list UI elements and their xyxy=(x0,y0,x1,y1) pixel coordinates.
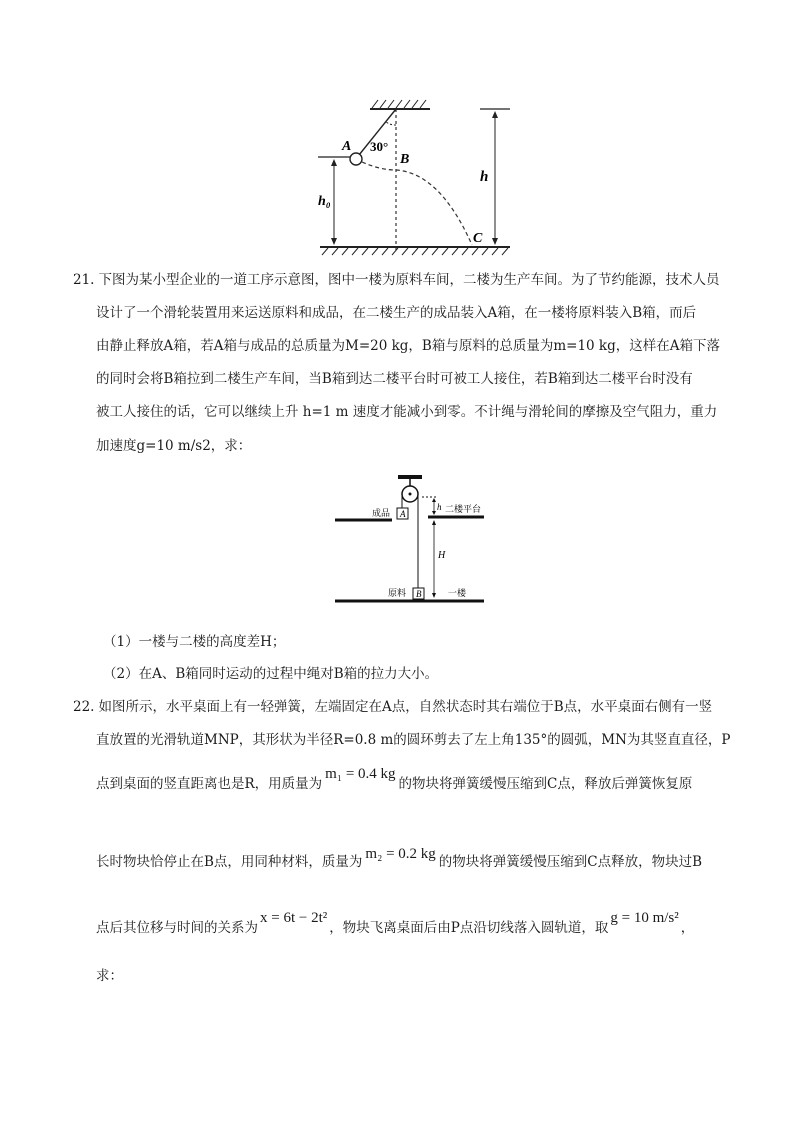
q22-line-4 xyxy=(96,846,703,872)
label-product: 成品 xyxy=(372,509,391,519)
q21-line-4: 的同时会将B箱拉到二楼生产车间，当B箱到达二楼平台时可被工人接住，若B箱到达二楼平台时没有 xyxy=(96,371,693,387)
q22-text-4b: 的物块将弹簧缓慢压缩到C点释放，物块过B xyxy=(438,854,703,870)
label-angle: 30° xyxy=(370,139,389,154)
formula-gravity: g = 10 m/s² xyxy=(610,910,679,926)
label-a: A xyxy=(342,139,352,154)
q22-text-3a: 点到桌面的竖直距离也是R，用质量为 xyxy=(96,776,323,792)
q21-line-1 xyxy=(73,270,719,290)
q22-number: 22. xyxy=(73,699,95,715)
q22-text-3b: 的物块将弹簧缓慢压缩到C点，释放后弹簧恢复原 xyxy=(398,776,693,792)
q21-number: 21. xyxy=(73,272,95,288)
q22-text-5c: ， xyxy=(680,920,695,936)
q21-line-3: 由静止释放A箱，若A箱与成品的总质量为M=20 kg，B箱与原料的总质量为m=10 kg，这样在A箱下落 xyxy=(96,338,720,354)
label-h: h xyxy=(480,169,489,185)
label-floor1: 一楼 xyxy=(448,589,467,599)
q22-line-3 xyxy=(96,766,693,794)
q22-line-6: 求： xyxy=(96,968,123,984)
pulley-figure xyxy=(330,470,490,610)
label-material: 原料 xyxy=(388,589,407,599)
label-H: H xyxy=(438,550,446,561)
label-h0: h₀ xyxy=(318,194,331,209)
q21-text-1: 下图为某小型企业的一道工序示意图，图中一楼为原料车间，二楼为生产车间。为了节约能源，技术人员 xyxy=(98,272,720,288)
q22-text-1: 如图所示，水平桌面上有一轻弹簧，左端固定在A点，自然状态时其右端位于B点，水平桌面右侧有一竖 xyxy=(98,699,713,715)
formula-motion: x = 6t − 2t² xyxy=(260,910,328,926)
q21-sub-1: （1）一楼与二楼的高度差H； xyxy=(103,634,286,650)
q22-text-4a: 长时物块恰停止在B点，用同种材料，质量为 xyxy=(96,854,363,870)
label-b: B xyxy=(400,152,410,167)
q22-text-5a: 点后其位移与时间的关系为 xyxy=(96,920,258,936)
pendulum-figure xyxy=(310,95,540,260)
formula-m2: m₂ = 0.2 kg xyxy=(365,846,436,862)
q22-line-2: 直放置的光滑轨道MNP，其形状为半径R=0.8 m的圆环剪去了左上角135°的圆弧，MN为其竖直直径，P xyxy=(96,732,731,748)
label-h-small: h xyxy=(437,502,442,512)
q22-line-1 xyxy=(73,697,712,717)
label-box-b: B xyxy=(416,589,422,599)
formula-m1: m₁ = 0.4 kg xyxy=(325,766,396,782)
label-floor2: 二楼平台 xyxy=(445,505,482,515)
label-box-a: A xyxy=(400,509,406,519)
q21-line-6: 加速度g=10 m/s2，求： xyxy=(96,438,252,454)
label-c: C xyxy=(473,231,483,246)
q21-sub-2: （2）在A、B箱同时运动的过程中绳对B箱的拉力大小。 xyxy=(103,666,439,682)
q22-line-5 xyxy=(96,910,695,938)
q21-line-2: 设计了一个滑轮装置用来运送原料和成品，在二楼生产的成品装入A箱，在一楼将原料装入B箱，而后 xyxy=(96,305,697,321)
q22-text-5b: ，物块飞离桌面后由P点沿切线落入圆轨道，取 xyxy=(329,920,609,936)
q21-line-5: 被工人接住的话，它可以继续上升 h=1 m 速度才能减小到零。不计绳与滑轮间的摩擦及空气阻力，重力 xyxy=(96,404,718,420)
